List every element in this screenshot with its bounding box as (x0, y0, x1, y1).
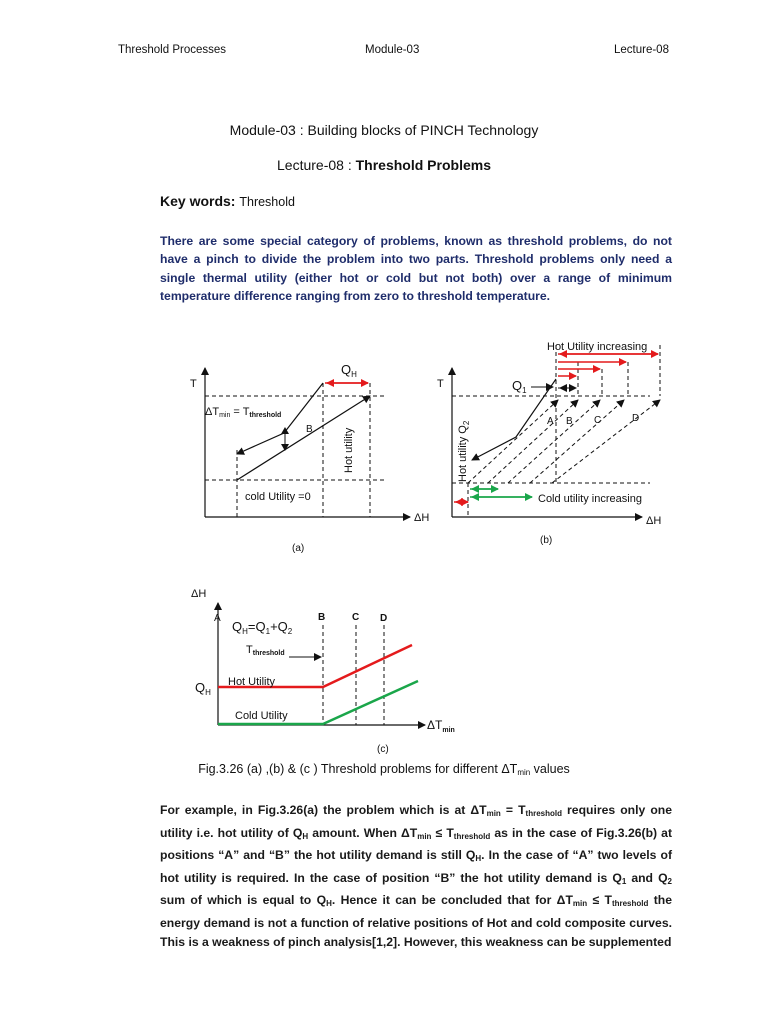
a-dh-label: ΔH (414, 512, 430, 524)
b-cold-increasing-label: Cold utility increasing (538, 493, 642, 505)
a-point-b: B (306, 424, 313, 435)
b-q1-label: $Q_1$ (512, 378, 527, 395)
c-threshold-label: Tthreshold (246, 644, 285, 657)
panel-c (191, 588, 455, 755)
body-paragraph: For example, in Fig.3.26(a) the problem which is at $\Delta T_{min} = T_{threshold}$ requires only one utility i.e. hot utility of $Q_H$ amount. When $\Delta T_{min} \le T_{threshold}$ as in the case of Fig.3.26(b) at positions “A” and “B” the hot utility demand is still $Q_H$. In the case of “A” two levels of hot utility is required. In the case of position “B” the hot utility demand is $Q_1$ and $Q_2$ sum of which is equal to $Q_H$. Hence it can be concluded that for $\Delta T_{min} \le T_{threshold}$ the energy demand is not a function of relative positions of Hot and cold composite curves. This is a weakness of pinch analysis[1,2]. However, this weakness can be supplemented (160, 803, 673, 949)
c-point-a: A (214, 613, 221, 624)
module-title: Module-03 : Building blocks of PINCH Technology (229, 122, 539, 138)
lecture-prefix: Lecture-08 : (277, 157, 356, 173)
a-hot-utility-label: Hot utility (343, 427, 355, 473)
lecture-name: Threshold Problems (355, 157, 491, 173)
figure-caption: Fig.3.26 (a) ,(b) & (c ) Threshold problems for different $\Delta T_{min}$ values (198, 762, 570, 777)
a-cold-utility-label: cold Utility =0 (245, 491, 311, 503)
b-dh-label: ΔH (646, 515, 662, 527)
c-point-d: D (380, 613, 388, 624)
intro-paragraph: There are some special category of problems, known as threshold problems, do not have a pinch to divide the problem into two parts. Threshold problems only need a single thermal utility (either hot or cold but not both) over a range of minimum temperature difference ranging from zero to threshold temperature. (160, 234, 672, 304)
b-point-a: A (547, 416, 554, 427)
a-t-label: T (190, 378, 197, 390)
c-point-c: C (352, 612, 360, 623)
a-tmin-label: ΔTmin = Tthreshold (205, 406, 282, 419)
c-cold-utility-label: Cold Utility (235, 710, 288, 722)
c-tag: (c) (377, 744, 389, 755)
b-hot-increasing-label: Hot Utility increasing (547, 341, 648, 353)
c-hot-utility-label: Hot Utility (228, 676, 276, 688)
panel-a (190, 362, 429, 554)
header-center: Module-03 (365, 44, 420, 56)
c-point-b: B (318, 612, 326, 623)
c-dh-label: ΔH (191, 588, 207, 600)
b-point-b: B (566, 416, 573, 427)
b-point-c: C (594, 415, 602, 426)
b-tag: (b) (540, 535, 553, 546)
b-t-label: T (437, 378, 444, 390)
b-point-d: D (632, 413, 640, 424)
c-tmin-label: $\Delta T_{min}$ (427, 718, 455, 734)
a-qh-label: $Q_H$ (341, 362, 357, 379)
header-left: Threshold Processes (118, 44, 227, 56)
keywords-value: Threshold (239, 195, 295, 209)
panel-b (437, 341, 661, 546)
header-right: Lecture-08 (614, 44, 669, 56)
a-tag: (a) (292, 543, 305, 554)
b-hot-q2-label: Hot utility $Q_2$ (457, 420, 471, 482)
keywords-label: Key words: (160, 193, 236, 209)
c-qh-equation: $Q_H=Q_1+Q_2$ (232, 619, 293, 636)
c-qh-label: $Q_H$ (195, 680, 211, 697)
